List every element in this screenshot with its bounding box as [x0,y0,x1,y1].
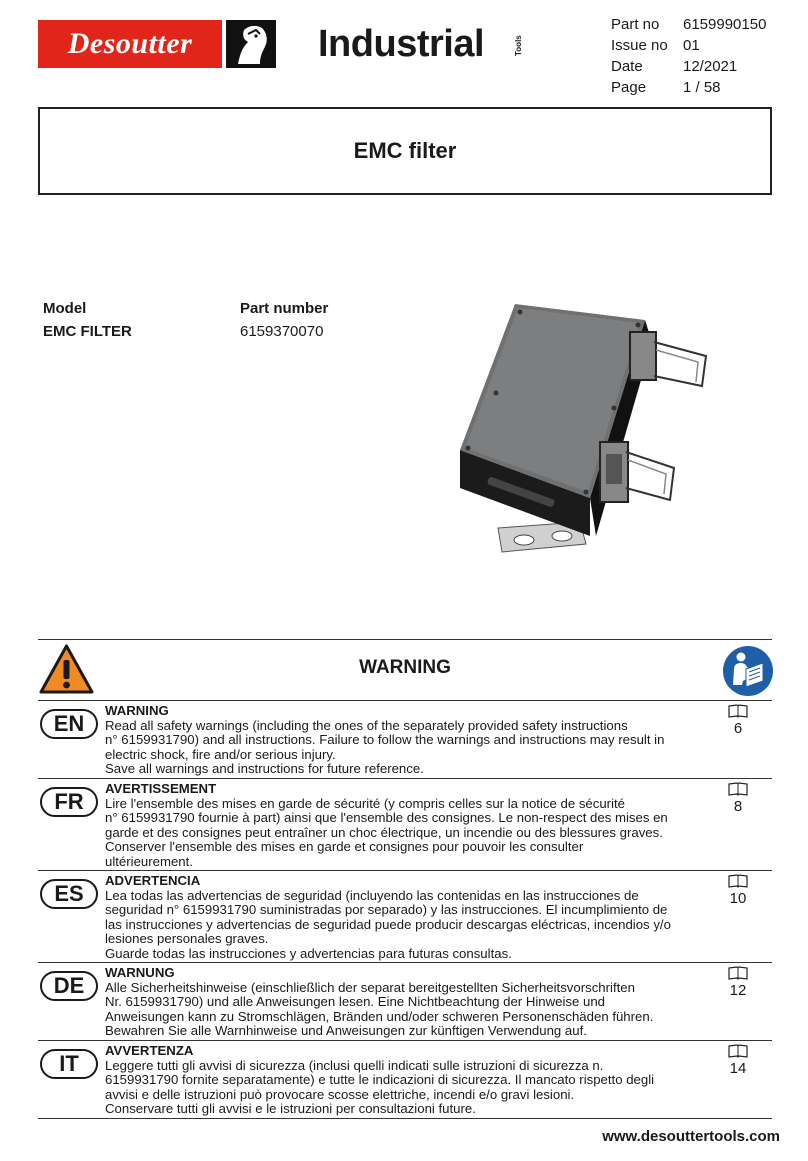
warning-line: ultérieurement. [105,853,193,869]
warning-line: Save all warnings and instructions for future reference. [105,761,424,777]
warning-line: Bewahren Sie alle Warnhinweise und Anweisungen zur künftigen Verwendung auf. [105,1023,587,1039]
language-badge: FR [40,787,98,817]
page-reference[interactable] [718,966,758,999]
emc-filter-product-image [440,290,730,570]
warning-line: Lire l'ensemble des mises en garde de sécurité (y compris celles sur la notice de sécurité [105,795,625,811]
page-reference[interactable] [718,704,758,737]
warning-heading: ADVERTENCIA [105,873,201,888]
page-title-text: EMC filter [353,138,457,163]
warning-text [105,704,717,777]
meta-value: 01 [683,37,700,54]
warning-text [105,966,717,1039]
warning-title: WARNING [359,657,451,678]
warning-line: las instrucciones y advertencias de seguridad puede producir descargas eléctricas, incendios y/o [105,916,671,932]
page-number: 10 [729,890,747,907]
warning-line: avvisi e delle istruzioni può provocare scosse elettriche, incendi e/o gravi lesioni. [105,1086,575,1102]
language-badge: DE [40,971,98,1001]
warning-heading: AVERTISSEMENT [105,781,217,796]
meta-row-part-no [611,14,766,35]
document-meta [611,14,766,98]
divider [38,1118,772,1119]
meta-label: Page [611,79,647,96]
warning-line: n° 6159931790 fournie à part) ainsi que l'ensemble des consignes. Le non-respect des mises en [105,810,668,826]
page-reference[interactable] [718,874,758,907]
meta-label: Issue no [611,37,668,54]
language-badge: EN [40,709,98,739]
divider [38,639,772,640]
meta-row-issue-no [611,35,766,56]
part-number-header: Part number [240,300,329,317]
part-number-value: 6159370070 [240,323,324,340]
book-icon [728,874,748,888]
warning-line: Anweisungen kann zu Stromschlägen, Bränden und/oder schweren Personenschäden führen. [105,1008,654,1024]
tools-wordmark: Tools [514,35,523,57]
divider [38,870,772,871]
warning-line: 6159931790 fornite separatamente) e tutte le indicazioni di sicurezza. Il mancato rispetto degli [105,1072,655,1088]
page-number: 6 [733,720,743,737]
divider [38,700,772,701]
book-icon [728,782,748,796]
warning-line: lesiones personales graves. [105,931,269,947]
divider [38,1040,772,1041]
warning-line: Conservare tutti gli avvisi e le istruzioni per consultazioni future. [105,1101,476,1117]
warning-line: Nr. 6159931790) und alle Anweisungen lesen. Eine Nichtbeachtung der Hinweise und [105,994,606,1010]
language-badge: IT [40,1049,98,1079]
page-title [38,107,772,195]
meta-label: Part no [611,16,660,33]
model-column [43,297,132,343]
meta-row-page [611,77,766,98]
language-badge: ES [40,879,98,909]
warning-section-it [38,1043,772,1117]
read-manual-icon [722,645,774,697]
warning-section-de [38,965,772,1039]
divider [38,962,772,963]
warning-line: seguridad n° 6159931790 suministradas por separado) y las instrucciones. El incumplimiento de [105,902,668,918]
page-number: 14 [729,1060,747,1077]
meta-row-date [611,56,766,77]
meta-value: 12/2021 [683,58,738,75]
meta-value: 1 / 58 [683,79,721,96]
horse-head-logo-icon [226,20,276,68]
model-header: Model [43,300,87,317]
meta-value: 6159990150 [683,16,767,33]
book-icon [728,1044,748,1058]
warning-line: Leggere tutti gli avvisi di sicurezza (inclusi quelli indicati sulle istruzioni di sicurezza n. [105,1057,604,1073]
warning-heading: WARNUNG [105,965,175,980]
warning-line: Alle Sicherheitshinweise (einschließlich der separat bereitgestellten Sicherheitsvorschriften [105,979,635,995]
part-number-column [240,297,328,343]
warning-heading: AVVERTENZA [105,1043,194,1058]
footer-website-link[interactable]: www.desouttertools.com [602,1128,780,1145]
industrial-wordmark: Industrial [318,23,485,65]
warning-line: Conserver l'ensemble des mises en garde et consignes pour pouvoir les consulter [105,839,584,855]
meta-label: Date [611,58,643,75]
warning-line: electric shock, fire and/or serious injury. [105,746,336,762]
warning-line: Lea todas las advertencias de seguridad (incluyendo las contenidas en las instrucciones de [105,887,639,903]
warning-line: Guarde todas las instrucciones y advertencias para futuras consultas. [105,945,512,961]
page-reference[interactable] [718,1044,758,1077]
page-number: 12 [729,982,747,999]
warning-text [105,1044,717,1117]
warning-section-en [38,703,772,777]
warning-section-fr [38,781,772,869]
book-icon [728,704,748,718]
warning-line: Read all safety warnings (including the ones of the separately provided safety instructions [105,717,628,733]
warning-heading: WARNING [105,703,169,718]
book-icon [728,966,748,980]
model-value: EMC FILTER [43,323,132,340]
warning-line: n° 6159931790) and all instructions. Failure to follow the warnings and instructions may result in [105,732,665,748]
page-number: 8 [733,798,743,815]
warning-text [105,782,717,870]
desoutter-logo: Desoutter [38,20,222,68]
warning-section-es [38,873,772,961]
warning-line: garde et des consignes peut entraîner un choc électrique, un incendie ou des blessures graves. [105,824,663,840]
warning-text [105,874,717,962]
page-reference[interactable] [718,782,758,815]
divider [38,778,772,779]
